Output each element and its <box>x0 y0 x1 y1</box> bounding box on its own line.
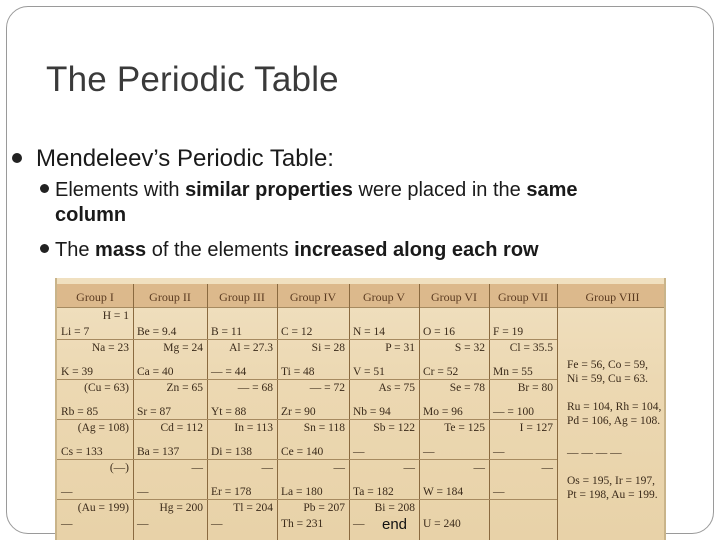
table-cell: Al = 27.3 <box>229 342 273 354</box>
table-cell: — = 100 <box>493 406 534 418</box>
table-cell: Yt = 88 <box>211 406 247 418</box>
table-row-divider <box>57 499 557 500</box>
group8-entry: Ni = 59, Cu = 63. <box>567 373 649 385</box>
sub1-bold-2: same <box>526 179 578 201</box>
table-cell: N = 14 <box>353 326 386 338</box>
table-cell: — <box>353 518 365 530</box>
table-cell: Mn = 55 <box>493 366 533 378</box>
table-cell: Sn = 118 <box>303 422 345 434</box>
table-header-cell: Group VIII <box>585 290 640 304</box>
sub1-bold-1: similar properties <box>185 179 353 201</box>
table-cell: — <box>423 446 435 458</box>
table-cell: Th = 231 <box>281 518 324 530</box>
table-cell: S = 32 <box>454 342 485 354</box>
table-cell: La = 180 <box>281 486 323 498</box>
table-cell: As = 75 <box>378 382 415 394</box>
bullet-main <box>12 145 334 173</box>
table-cell: — <box>541 462 553 474</box>
table-cell: — <box>61 486 73 498</box>
table-cell: Tl = 204 <box>233 502 273 514</box>
table-cell: — <box>261 462 273 474</box>
sub2-bold-1: mass <box>95 239 147 261</box>
sub1-line2: column <box>55 204 127 226</box>
table-cell: (—) <box>109 462 129 474</box>
table-cell: Nb = 94 <box>353 406 391 418</box>
table-cell: H = 1 <box>102 310 129 322</box>
table-cell: Te = 125 <box>444 422 485 434</box>
sub1-text-1: Elements with <box>55 179 186 201</box>
slide-title: The Periodic Table <box>46 60 339 99</box>
group8-entry: Pd = 106, Ag = 108. <box>567 415 661 427</box>
table-column-divider <box>207 284 208 540</box>
table-header-cell: Group IV <box>289 290 337 304</box>
table-header-cell: Group VI <box>430 290 478 304</box>
table-cell: — <box>137 518 149 530</box>
table-header-cell: Group II <box>149 290 191 304</box>
table-cell: Se = 78 <box>449 382 485 394</box>
bullet-dot-icon <box>12 153 22 163</box>
table-column-divider <box>489 284 490 540</box>
table-cell: I = 127 <box>519 422 553 434</box>
table-column-divider <box>133 284 134 540</box>
table-row-divider <box>57 459 557 460</box>
table-cell: Bi = 208 <box>374 502 415 514</box>
table-cell: U = 240 <box>423 518 461 530</box>
table-cell: W = 184 <box>423 486 464 498</box>
table-cell: — <box>211 518 223 530</box>
table-cell: Mo = 96 <box>423 406 463 418</box>
table-cell: Cr = 52 <box>423 366 459 378</box>
table-cell: Ba = 137 <box>137 446 180 458</box>
table-cell: — <box>493 446 505 458</box>
table-cell: Sb = 122 <box>373 422 415 434</box>
table-row-divider <box>57 419 557 420</box>
group8-entry: Pt = 198, Au = 199. <box>567 489 658 501</box>
sub2-text-1: The <box>55 239 96 261</box>
table-column-divider <box>557 284 558 540</box>
group8-entry: Os = 195, Ir = 197, <box>567 475 656 487</box>
bullet-dot-icon <box>40 244 49 253</box>
table-cell: Be = 9.4 <box>137 326 177 338</box>
table-cell: Ta = 182 <box>353 486 394 498</box>
sub2-bold-2: increased along each row <box>294 239 539 261</box>
table-cell: Na = 23 <box>91 342 129 354</box>
table-cell: Hg = 200 <box>159 502 203 514</box>
table-cell: Ca = 40 <box>137 366 174 378</box>
table-cell: Rb = 85 <box>61 406 99 418</box>
table-cell: Pb = 207 <box>303 502 345 514</box>
table-cell: Cl = 35.5 <box>509 342 553 354</box>
table-row-divider <box>57 339 557 340</box>
table-cell: Zr = 90 <box>281 406 316 418</box>
table-cell: Br = 80 <box>517 382 553 394</box>
group8-entry: — — — — <box>567 447 622 459</box>
table-cell: — <box>333 462 345 474</box>
table-column-divider <box>349 284 350 540</box>
table-cell: O = 16 <box>423 326 456 338</box>
table-cell: V = 51 <box>353 366 385 378</box>
sub-bullet-similar-properties <box>40 178 700 228</box>
table-cell: In = 113 <box>234 422 273 434</box>
table-cell: Er = 178 <box>211 486 252 498</box>
table-header-cell: Group V <box>362 290 406 304</box>
table-cell: (Au = 199) <box>77 502 129 514</box>
table-cell: (Ag = 108) <box>77 422 129 434</box>
table-cell: C = 12 <box>281 326 313 338</box>
table-cell: Sr = 87 <box>137 406 171 418</box>
sub1-text-2: were placed in the <box>352 179 527 201</box>
sub2-text-2: of the elements <box>146 239 295 261</box>
table-cell: Cs = 133 <box>61 446 103 458</box>
bullet-dot-icon <box>40 184 49 193</box>
table-header-cell: Group III <box>219 290 265 304</box>
table-cell: — <box>191 462 203 474</box>
table-header-cell: Group VII <box>497 290 549 304</box>
table-cell: — <box>473 462 485 474</box>
table-cell: Zn = 65 <box>166 382 203 394</box>
table-cell: Cd = 112 <box>160 422 203 434</box>
table-cell: — <box>403 462 415 474</box>
table-cell: P = 31 <box>385 342 415 354</box>
table-cell: — = 72 <box>309 382 345 394</box>
table-cell: Li = 7 <box>61 326 90 338</box>
table-cell: — <box>493 486 505 498</box>
table-cell: K = 39 <box>61 366 94 378</box>
mendeleev-table-image <box>55 278 666 540</box>
table-cell: F = 19 <box>493 326 524 338</box>
table-row-divider <box>57 379 557 380</box>
end-link[interactable]: end <box>382 516 408 533</box>
table-column-divider <box>277 284 278 540</box>
table-header-cell: Group I <box>76 290 114 304</box>
table-cell: — = 68 <box>237 382 273 394</box>
table-cell: Di = 138 <box>211 446 252 458</box>
table-cell: Ti = 48 <box>281 366 315 378</box>
table-cell: B = 11 <box>211 326 242 338</box>
table-cell: Ce = 140 <box>281 446 324 458</box>
table-cell: — = 44 <box>211 366 247 378</box>
table-column-divider <box>419 284 420 540</box>
sub-bullet-mass-increases <box>40 238 700 263</box>
table-cell: Mg = 24 <box>163 342 203 354</box>
table-cell: Si = 28 <box>311 342 345 354</box>
group8-entry: Ru = 104, Rh = 104, <box>567 401 662 413</box>
table-cell: — <box>137 486 149 498</box>
table-cell: — <box>353 446 365 458</box>
group8-entry: Fe = 56, Co = 59, <box>567 359 649 371</box>
table-cell: (Cu = 63) <box>84 382 129 394</box>
table-cell: — <box>61 518 73 530</box>
bullet-main-text: Mendeleev’s Periodic Table: <box>36 145 334 172</box>
